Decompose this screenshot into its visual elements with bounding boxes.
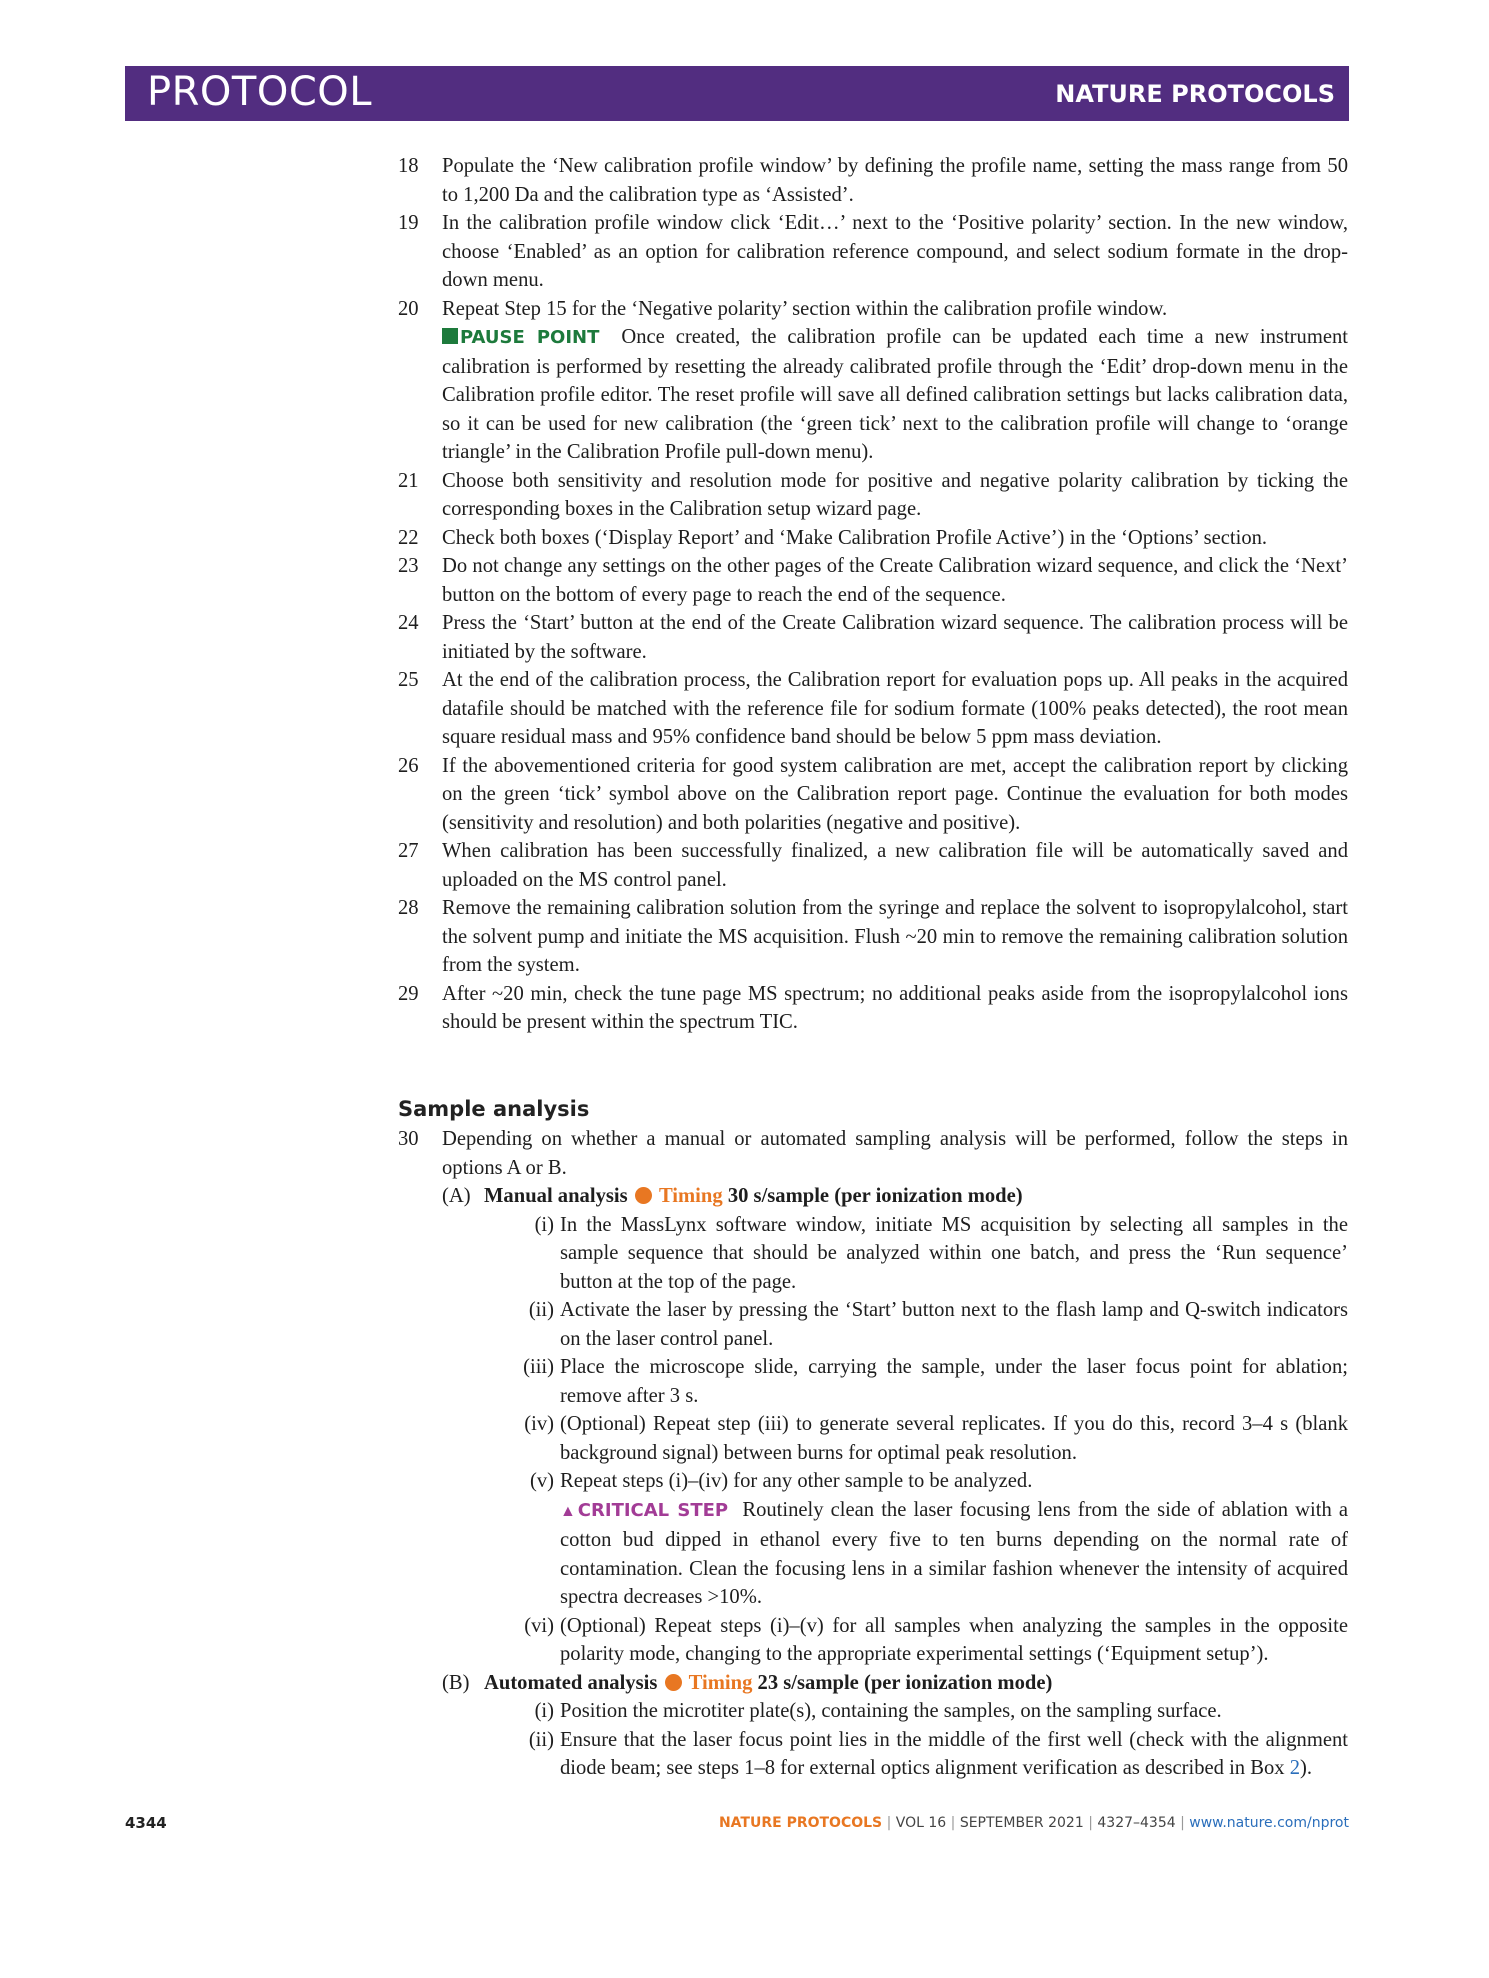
step-number: 21 — [398, 469, 419, 492]
substep-text: Place the microscope slide, carrying the sample, under the laser focus point for ablation; remove after 3 s. — [560, 1356, 1348, 1407]
journal-name: NATURE PROTOCOLS — [1055, 80, 1335, 108]
substep-text: Position the microtiter plate(s), containing the samples, on the sampling surface. — [560, 1700, 1222, 1722]
step-text: Repeat Step 15 for the ‘Negative polarity’ section within the calibration profile window. — [442, 297, 1168, 320]
step-text: If the abovementioned criteria for good system calibration are met, accept the calibration report by clicking on the green ‘tick’ symbol above on the Calibration report page. Continue the evaluation for both modes (sensitivity and resolution) and both polarities (negative and positive). — [442, 754, 1348, 834]
step-28 — [398, 894, 1348, 980]
critical-step-label: CRITICAL STEP — [577, 1499, 729, 1521]
step-number: 28 — [398, 897, 419, 919]
step-number: 18 — [398, 155, 419, 177]
substep-text: In the MassLynx software window, initiate MS acquisition by selecting all samples in the sample sequence that should be analyzed within one batch, and press the ‘Run sequence’ button at the top of the page. — [560, 1213, 1348, 1293]
substep-text: (Optional) Repeat step (iii) to generate several replicates. If you do this, record 3–4 s (blank background signal) between burns for optimal peak resolution. — [560, 1413, 1348, 1464]
step-21 — [398, 467, 1348, 524]
step-text: In the calibration profile window click ‘Edit…’ next to the ‘Positive polarity’ section. In the new window, choose ‘Enabled’ as an option for calibration reference compound, and select sodium formate in the drop-down menu. — [442, 212, 1348, 291]
step-20 — [398, 295, 1348, 467]
step-text: Depending on whether a manual or automated sampling analysis will be performed, follow the steps in options A or B. — [442, 1128, 1348, 1179]
substep-a-iv — [484, 1410, 1348, 1467]
step-number: 22 — [398, 526, 419, 549]
step-number: 27 — [398, 840, 419, 862]
substep-number: (v) — [529, 1470, 554, 1492]
substep-text: Repeat steps (i)–(iv) for any other sample to be analyzed. — [560, 1470, 1033, 1492]
step-number: 20 — [398, 297, 419, 320]
substep-number: (i) — [534, 1700, 554, 1722]
substep-b-i — [484, 1697, 1348, 1726]
step-number: 23 — [398, 555, 419, 577]
substep-a-vi — [484, 1612, 1348, 1669]
option-title: Automated analysis — [484, 1671, 658, 1694]
step-text: At the end of the calibration process, the Calibration report for evaluation pops up. All peaks in the acquired datafile should be matched with the reference file for sodium formate (100% peaks detected), the root mean square residual mass and 95% confidence band should be below 5 ppm mass deviation. — [442, 669, 1348, 748]
step-text: Check both boxes (‘Display Report’ and ‘Make Calibration Profile Active’) in the ‘Options’ section. — [442, 526, 1268, 549]
substep-number: (iii) — [523, 1356, 554, 1378]
step-29 — [398, 980, 1348, 1037]
critical-triangle-icon: ▲ — [560, 1502, 578, 1520]
step-26 — [398, 752, 1348, 838]
pause-square-icon — [442, 328, 458, 344]
substep-number: (iv) — [524, 1413, 554, 1435]
footer-journal: NATURE PROTOCOLS — [718, 1815, 883, 1831]
step-text: Press the ‘Start’ button at the end of the Create Calibration wizard sequence. The calibration process will be initiated by the software. — [442, 612, 1348, 663]
timing-value: 23 s/sample (per ionization mode) — [757, 1671, 1053, 1694]
substep-number: (ii) — [528, 1728, 554, 1751]
critical-step — [560, 1496, 1348, 1612]
step-number: 24 — [398, 612, 419, 634]
timing-value: 30 s/sample (per ionization mode) — [727, 1185, 1023, 1207]
option-label: (B) — [442, 1671, 470, 1694]
timing-dot-icon — [635, 1187, 652, 1204]
step-text: After ~20 min, check the tune page MS spectrum; no additional peaks aside from the isopropylalcohol ions should be present within the spectrum TIC. — [442, 982, 1348, 1033]
step-number: 29 — [398, 982, 419, 1005]
box-reference-link[interactable]: 2 — [1289, 1757, 1301, 1779]
step-23 — [398, 552, 1348, 609]
section-label: PROTOCOL — [147, 69, 373, 115]
step-text: Choose both sensitivity and resolution mode for positive and negative polarity calibration by ticking the corresponding boxes in the Calibration setup wizard page. — [442, 469, 1348, 520]
substep-number: (ii) — [528, 1299, 554, 1321]
timing-label: Timing — [688, 1671, 753, 1694]
footer-date: SEPTEMBER 2021 — [959, 1815, 1084, 1831]
step-30 — [398, 1125, 1348, 1182]
step-25 — [398, 666, 1348, 752]
option-title: Manual analysis — [484, 1185, 628, 1207]
substep-number: (i) — [534, 1213, 554, 1236]
step-text: Populate the ‘New calibration profile window’ by defining the profile name, setting the mass range from 50 to 1,200 Da and the calibration type as ‘Assisted’. — [442, 155, 1348, 206]
substep-text: (Optional) Repeat steps (i)–(v) for all samples when analyzing the samples in the opposite polarity mode, changing to the appropriate experimental settings (‘Equipment setup’). — [560, 1614, 1348, 1665]
step-number: 25 — [398, 669, 419, 691]
footer-url-link[interactable]: www.nature.com/nprot — [1189, 1815, 1349, 1831]
substep-text-end: ). — [1300, 1757, 1313, 1779]
step-number: 26 — [398, 754, 419, 777]
pause-point — [442, 323, 1348, 467]
substep-a-ii — [484, 1296, 1348, 1353]
step-27 — [398, 837, 1348, 894]
pause-point-text: Once created, the calibration profile can be updated each time a new instrument calibration is performed by resetting the already calibrated profile through the ‘Edit’ drop-down menu in the Calibration profile editor. The reset profile will save all defined calibration settings but lacks calibration data, so it can be used for new calibration (the ‘green tick’ next to the calibration profile will change to ‘orange triangle’ in the Calibration Profile pull-down menu). — [442, 326, 1349, 463]
step-text: Do not change any settings on the other pages of the Create Calibration wizard sequence, and click the ‘Next’ button on the bottom of every page to reach the end of the sequence. — [442, 555, 1348, 606]
substep-number: (vi) — [524, 1614, 554, 1637]
option-b — [442, 1669, 1348, 1698]
substep-a-v — [484, 1467, 1348, 1612]
substep-a-i — [484, 1211, 1348, 1297]
pause-point-label: PAUSE POINT — [460, 327, 600, 348]
timing-label: Timing — [658, 1185, 723, 1207]
step-24 — [398, 609, 1348, 666]
step-22 — [398, 524, 1348, 553]
substep-text: Ensure that the laser focus point lies in the middle of the first well (check with the alignment diode beam; see steps 1–8 for external optics alignment verification as described in Box — [560, 1728, 1348, 1779]
footer-volume: VOL 16 — [895, 1815, 947, 1831]
option-a — [442, 1182, 1348, 1211]
critical-step-text: Routinely clean the laser focusing lens from the side of ablation with a cotton bud dipped in ethanol every five to ten burns depending on the normal rate of contamination. Clean the focusing lens in a similar fashion whenever the intensity of acquired spectra decreases >10%. — [560, 1498, 1348, 1608]
option-label: (A) — [442, 1185, 471, 1207]
footer-citation: NATURE PROTOCOLS | VOL 16 | SEPTEMBER 2021 | 4327–4354 | www.nature.com/nprot — [718, 1815, 1349, 1831]
step-text: Remove the remaining calibration solution from the syringe and replace the solvent to isopropylalcohol, start the solvent pump and initiate the MS acquisition. Flush ~20 min to remove the remaining calibration solution from the system. — [442, 897, 1348, 976]
substep-text: Activate the laser by pressing the ‘Start’ button next to the flash lamp and Q-switch indicators on the laser control panel. — [560, 1299, 1348, 1350]
substep-a-iii — [484, 1353, 1348, 1410]
main-content — [398, 152, 1348, 1783]
page-number: 4344 — [125, 1814, 167, 1832]
substep-b-ii — [484, 1726, 1348, 1783]
step-text: When calibration has been successfully finalized, a new calibration file will be automatically saved and uploaded on the MS control panel. — [442, 840, 1348, 891]
step-19 — [398, 209, 1348, 295]
section-heading-sample-analysis: Sample analysis — [398, 1096, 590, 1121]
header-banner — [125, 66, 1349, 121]
step-number: 30 — [398, 1128, 419, 1150]
step-number: 19 — [398, 212, 419, 234]
timing-dot-icon — [665, 1674, 682, 1691]
step-18 — [398, 152, 1348, 209]
footer-pages: 4327–4354 — [1097, 1815, 1176, 1831]
